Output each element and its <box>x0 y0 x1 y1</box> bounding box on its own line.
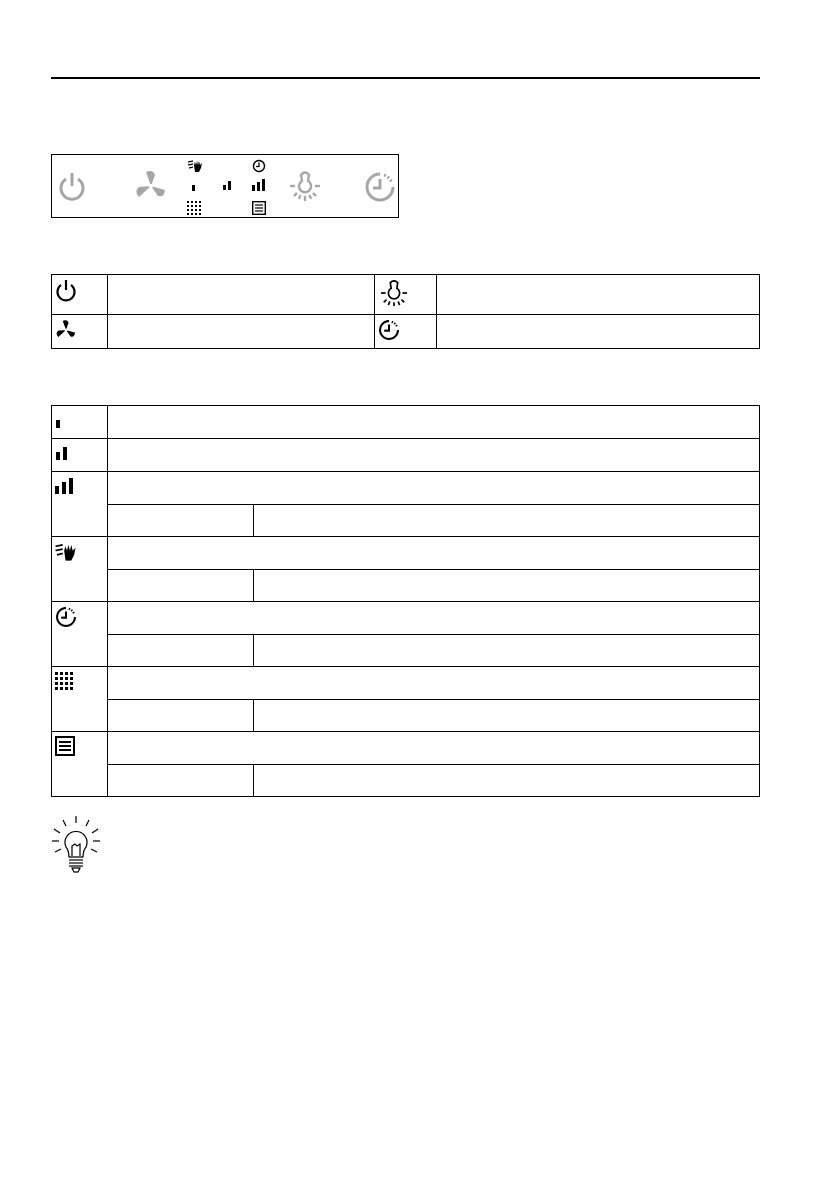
speed-level-2-icon <box>223 181 232 190</box>
table-cell <box>108 406 760 439</box>
hand-intensive-icon <box>187 159 205 173</box>
table-row <box>52 472 760 505</box>
table-cell <box>108 315 375 349</box>
fan-icon <box>134 169 168 203</box>
light-bulb-icon <box>288 169 322 203</box>
indicator-symbols-table <box>51 405 760 797</box>
table-cell <box>254 505 760 537</box>
table-cell <box>437 315 760 349</box>
table-cell <box>108 732 760 765</box>
table-row <box>52 667 760 700</box>
table-cell <box>108 602 760 635</box>
table-cell <box>108 700 254 732</box>
table-cell <box>108 765 254 797</box>
table-cell <box>254 765 760 797</box>
light-bulb-icon <box>378 279 410 307</box>
table-cell <box>108 570 254 602</box>
table-cell <box>52 406 108 439</box>
table-row <box>52 602 760 635</box>
table-cell <box>52 602 108 667</box>
table-cell <box>52 667 108 732</box>
table-row <box>52 732 760 765</box>
header-rule <box>51 77 760 79</box>
table-row <box>52 505 760 537</box>
table-row <box>52 700 760 732</box>
table-cell <box>108 472 760 505</box>
hand-intensive-icon <box>54 542 80 562</box>
table-cell <box>52 439 108 472</box>
timer-icon <box>378 319 400 341</box>
table-cell <box>375 275 437 315</box>
grease-filter-dot-grid-icon <box>187 201 201 215</box>
speed-level-1-icon <box>56 414 66 434</box>
table-cell <box>254 635 760 667</box>
table-cell <box>52 472 108 537</box>
table-cell <box>52 537 108 602</box>
table-cell <box>254 570 760 602</box>
speed-level-1-icon <box>192 185 196 191</box>
carbon-filter-lines-icon <box>55 736 75 756</box>
table-cell <box>437 275 760 315</box>
speed-level-2-icon <box>56 446 72 462</box>
table-row <box>52 765 760 797</box>
table-row <box>52 315 760 349</box>
table-row <box>52 537 760 570</box>
table-row <box>52 439 760 472</box>
table-cell <box>108 635 254 667</box>
table-cell <box>108 667 760 700</box>
power-icon <box>55 279 77 303</box>
carbon-filter-lines-icon <box>252 201 266 215</box>
table-cell <box>108 505 254 537</box>
table-cell <box>254 700 760 732</box>
main-buttons-table <box>51 274 760 349</box>
grease-filter-dot-grid-icon <box>55 672 75 692</box>
table-row <box>52 406 760 439</box>
speed-level-3-icon <box>55 478 77 496</box>
table-cell <box>108 275 375 315</box>
timer-small-icon <box>252 159 266 173</box>
table-cell <box>375 315 437 349</box>
fan-icon <box>55 319 77 341</box>
speed-level-3-icon <box>252 179 266 191</box>
control-panel-illustration <box>51 154 399 218</box>
table-cell <box>52 275 108 315</box>
table-row <box>52 275 760 315</box>
table-row <box>52 570 760 602</box>
timer-icon <box>364 171 396 203</box>
table-cell <box>108 537 760 570</box>
table-cell <box>52 732 108 797</box>
power-icon <box>57 171 87 203</box>
table-row <box>52 635 760 667</box>
tip-light-bulb-icon <box>50 814 102 874</box>
table-cell <box>52 315 108 349</box>
timer-icon <box>55 606 77 628</box>
table-cell <box>108 439 760 472</box>
